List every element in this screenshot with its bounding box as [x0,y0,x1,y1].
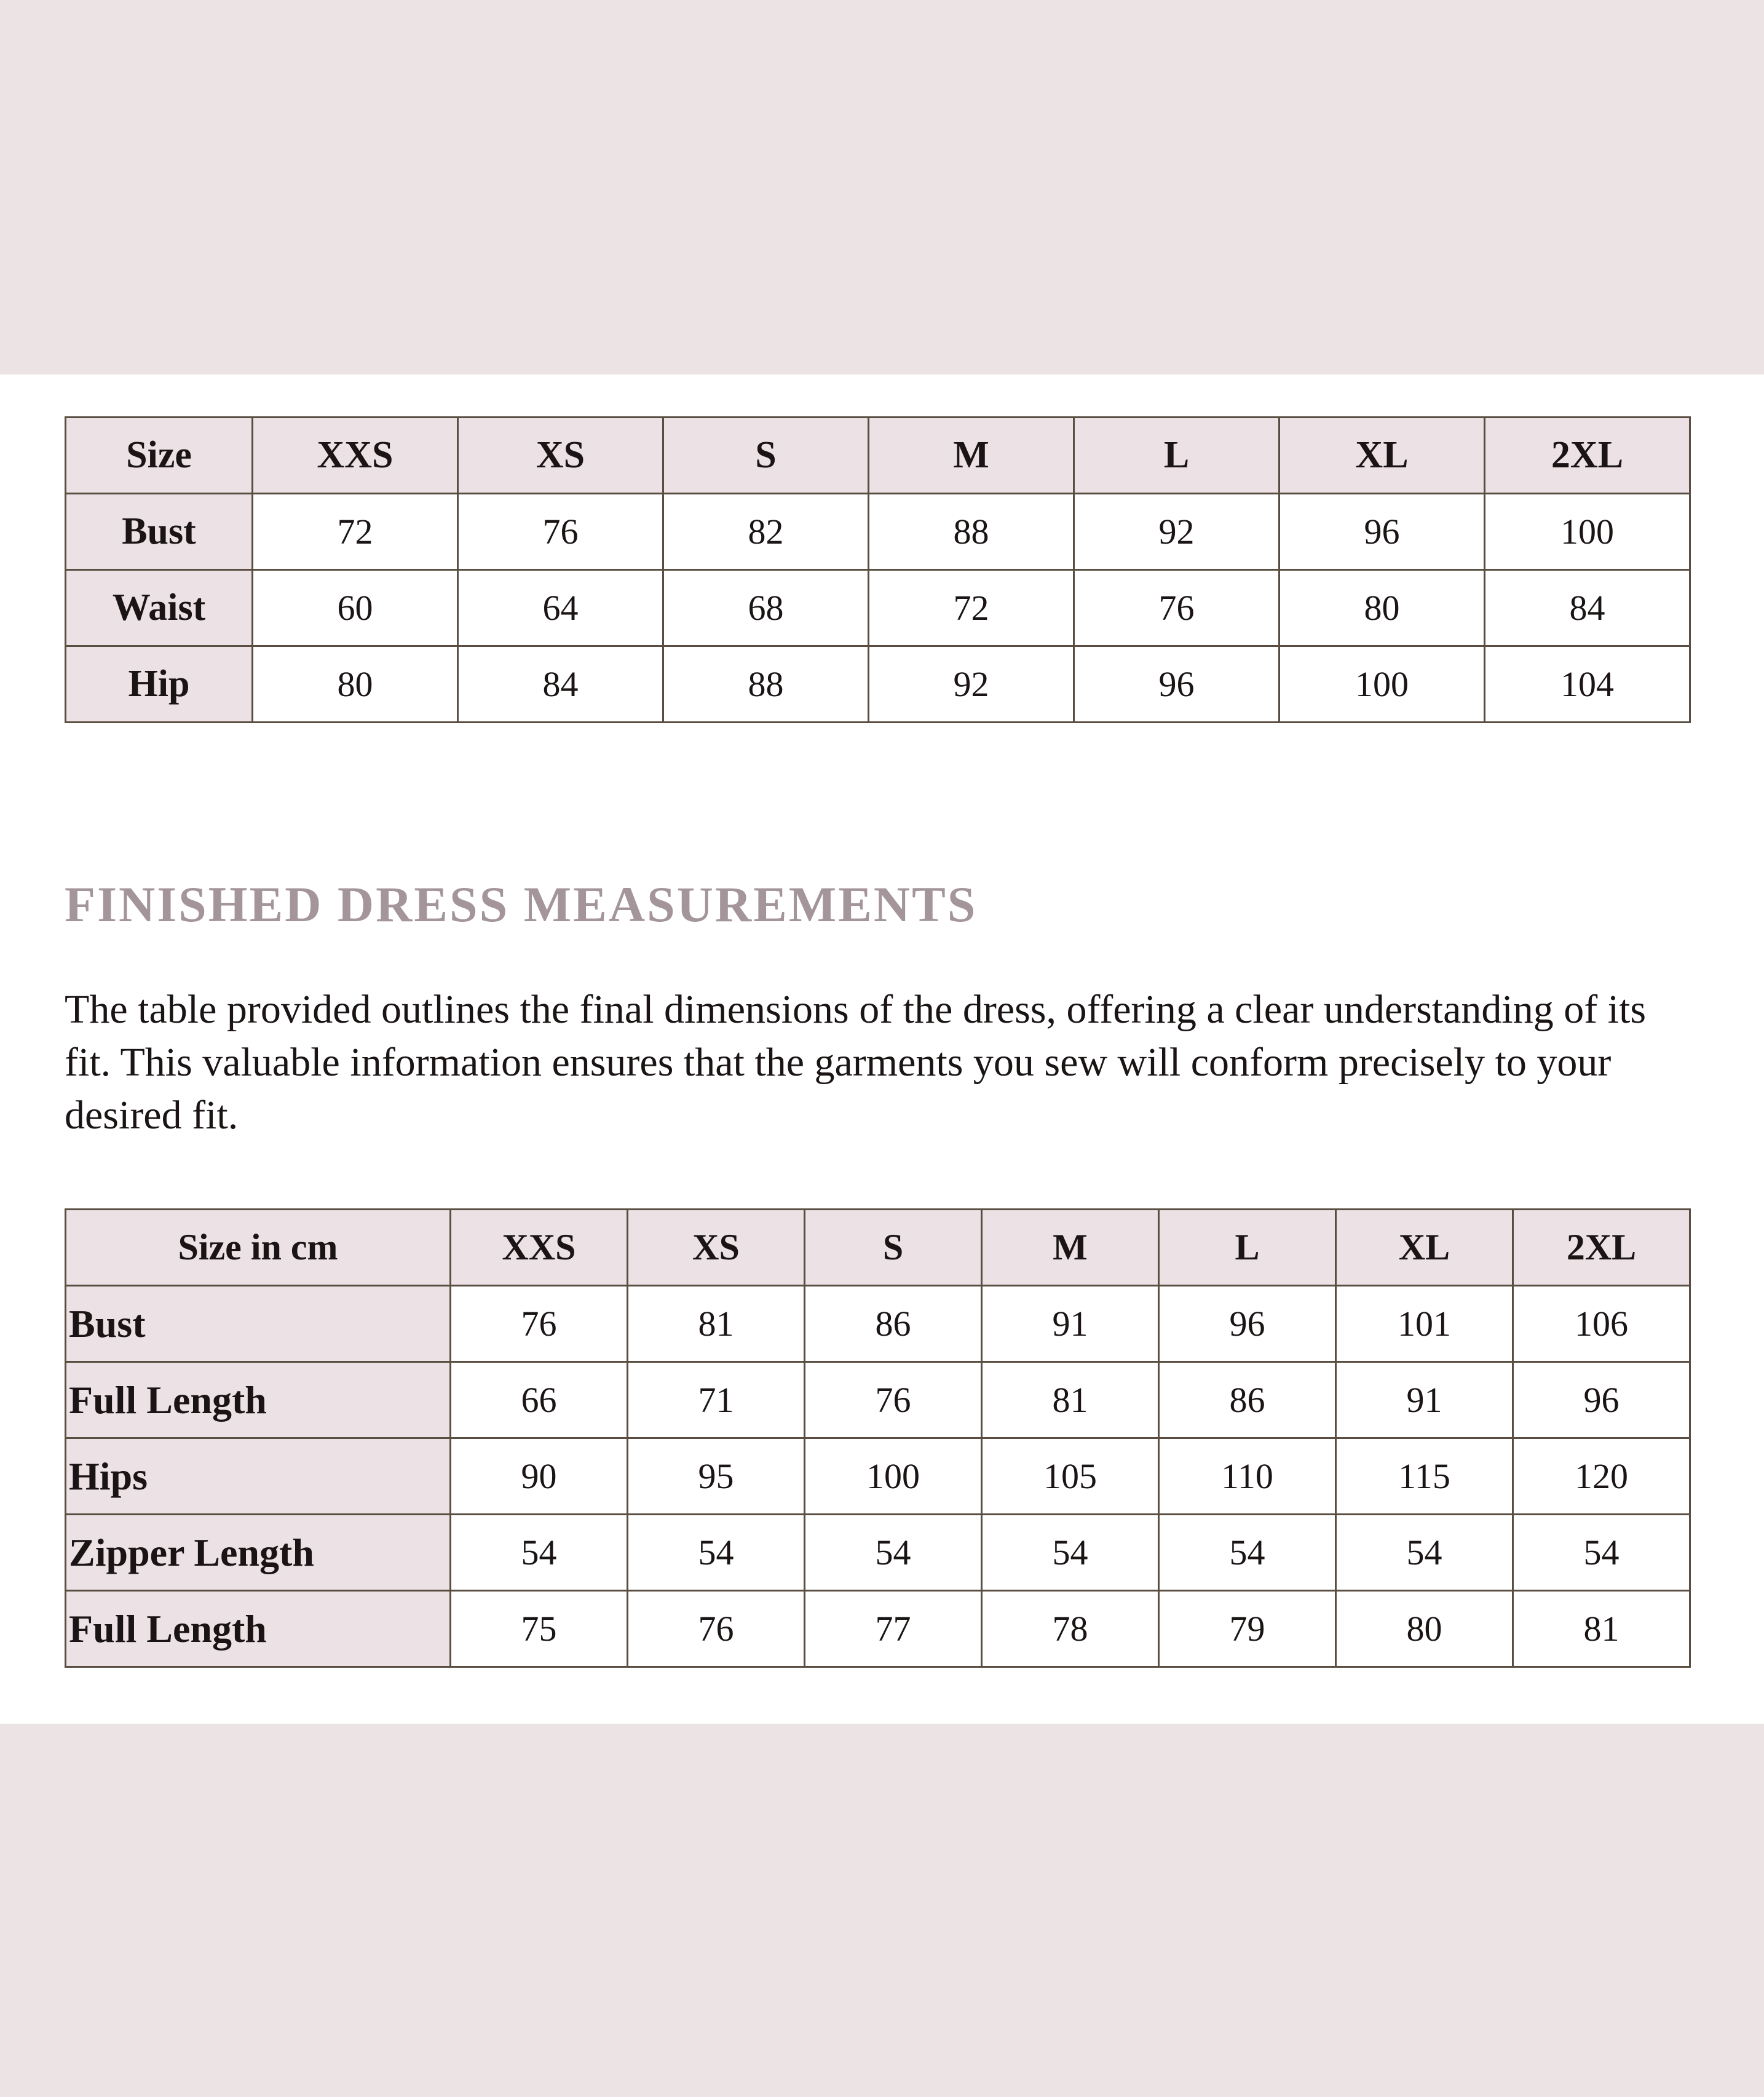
size-header-cell: XL [1336,1210,1513,1286]
measurement-cell: 90 [451,1438,628,1515]
measurement-cell: 80 [253,646,458,723]
measurement-cell: 76 [1074,570,1279,646]
table-row [66,1515,1690,1591]
measurement-cell: 86 [805,1286,982,1362]
measurement-cell: 77 [805,1591,982,1667]
measurement-cell: 88 [869,494,1074,570]
section-description: The table provided outlines the final dimensions of the dress, offering a clear understanding of its fit. This valuable information ensures that the garments you sew will conform precisely to your desired fit. [65,987,1647,1138]
table-row [66,646,1690,723]
measurement-cell: 105 [982,1438,1159,1515]
measurement-cell: 92 [869,646,1074,723]
header-label-cell: Size in cm [66,1210,451,1286]
measurement-cell: 115 [1336,1438,1513,1515]
measurement-cell: 84 [458,646,663,723]
document-page [0,375,1764,1724]
table-header-row [66,1210,1690,1286]
measurement-cell: 79 [1159,1591,1336,1667]
measurement-cell: 88 [663,646,869,723]
size-header-cell: XS [458,418,663,494]
measurement-cell: 68 [663,570,869,646]
measurement-cell: 54 [1513,1515,1690,1591]
measurement-cell: 101 [1336,1286,1513,1362]
size-header-cell: XXS [451,1210,628,1286]
measurement-cell: 54 [982,1515,1159,1591]
measurement-cell: 92 [1074,494,1279,570]
table-row [66,570,1690,646]
measurement-cell: 81 [982,1362,1159,1438]
row-label-cell: Full Length [66,1591,451,1667]
finished-measurements-table [65,1208,1691,1668]
measurement-cell: 80 [1279,570,1485,646]
row-label-cell: Hip [66,646,253,723]
table-row [66,1591,1690,1667]
measurement-cell: 81 [628,1286,805,1362]
measurement-cell: 82 [663,494,869,570]
row-label-cell: Zipper Length [66,1515,451,1591]
measurement-cell: 72 [253,494,458,570]
measurement-cell: 96 [1159,1286,1336,1362]
measurement-cell: 96 [1279,494,1485,570]
measurement-cell: 71 [628,1362,805,1438]
measurement-cell: 81 [1513,1591,1690,1667]
measurement-cell: 66 [451,1362,628,1438]
measurement-cell: 54 [628,1515,805,1591]
size-header-cell: M [982,1210,1159,1286]
measurement-cell: 72 [869,570,1074,646]
size-header-cell: M [869,418,1074,494]
body-measurements-table [65,416,1691,723]
table-header-row [66,418,1690,494]
measurement-cell: 100 [1279,646,1485,723]
measurement-cell: 106 [1513,1286,1690,1362]
row-label-cell: Hips [66,1438,451,1515]
measurement-cell: 100 [805,1438,982,1515]
measurement-cell: 95 [628,1438,805,1515]
row-label-cell: Bust [66,1286,451,1362]
row-label-cell: Bust [66,494,253,570]
measurement-cell: 96 [1513,1362,1690,1438]
size-header-cell: XL [1279,418,1485,494]
size-header-cell: L [1074,418,1279,494]
measurement-cell: 60 [253,570,458,646]
size-header-cell: 2XL [1513,1210,1690,1286]
size-header-cell: 2XL [1485,418,1690,494]
measurement-cell: 76 [451,1286,628,1362]
measurement-cell: 54 [1336,1515,1513,1591]
table-row [66,494,1690,570]
table-row [66,1286,1690,1362]
table-row [66,1362,1690,1438]
table-row [66,1438,1690,1515]
header-label-cell: Size [66,418,253,494]
measurement-cell: 78 [982,1591,1159,1667]
measurement-cell: 84 [1485,570,1690,646]
measurement-cell: 76 [628,1591,805,1667]
measurement-cell: 110 [1159,1438,1336,1515]
measurement-cell: 54 [1159,1515,1336,1591]
measurement-cell: 104 [1485,646,1690,723]
size-header-cell: S [663,418,869,494]
size-header-cell: L [1159,1210,1336,1286]
measurement-cell: 120 [1513,1438,1690,1515]
measurement-cell: 86 [1159,1362,1336,1438]
measurement-cell: 76 [458,494,663,570]
measurement-cell: 54 [805,1515,982,1591]
size-header-cell: XS [628,1210,805,1286]
size-header-cell: XXS [253,418,458,494]
measurement-cell: 96 [1074,646,1279,723]
measurement-cell: 76 [805,1362,982,1438]
measurement-cell: 64 [458,570,663,646]
size-header-cell: S [805,1210,982,1286]
measurement-cell: 91 [982,1286,1159,1362]
measurement-cell: 100 [1485,494,1690,570]
row-label-cell: Waist [66,570,253,646]
measurement-cell: 91 [1336,1362,1513,1438]
section-heading: FINISHED DRESS MEASUREMENTS [65,876,978,932]
row-label-cell: Full Length [66,1362,451,1438]
measurement-cell: 75 [451,1591,628,1667]
measurement-cell: 80 [1336,1591,1513,1667]
measurement-cell: 54 [451,1515,628,1591]
